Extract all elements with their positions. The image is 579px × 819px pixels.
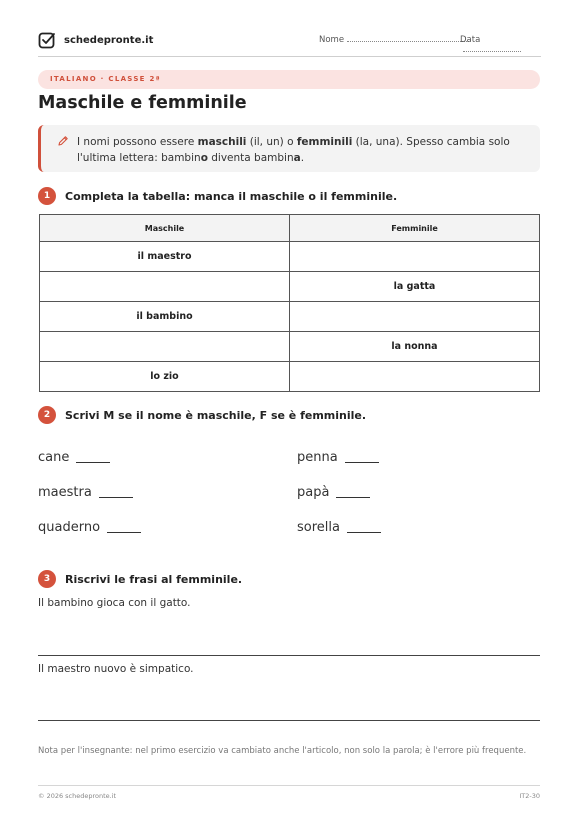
answer-blank[interactable] <box>347 532 381 533</box>
info-part: . <box>300 152 305 164</box>
date-label: Data <box>460 35 481 45</box>
info-bold: femminili <box>296 136 353 148</box>
table-answer-cell[interactable] <box>40 332 290 362</box>
table-answer-cell[interactable] <box>290 362 540 392</box>
table-row <box>40 362 540 392</box>
word-list <box>38 447 541 547</box>
brand-logo[interactable] <box>38 31 153 49</box>
answer-blank[interactable] <box>76 462 110 463</box>
info-text <box>77 134 527 166</box>
word-text: maestra <box>38 485 92 500</box>
word-text: papà <box>297 485 330 500</box>
info-box <box>38 125 540 172</box>
name-line[interactable] <box>347 41 469 42</box>
gender-table <box>39 214 540 392</box>
sentence-prompt: Il bambino gioca con il gatto. <box>38 597 191 609</box>
word-text: quaderno <box>38 520 101 535</box>
table-row <box>40 332 540 362</box>
footer-code: IT2-30 <box>519 792 540 800</box>
word-item <box>38 520 141 535</box>
exercise-2-instruction: Scrivi M se il nome è maschile, F se è femminile. <box>65 408 367 422</box>
info-part: diventa bambin <box>207 152 294 164</box>
pencil-icon <box>57 135 69 147</box>
table-answer-cell[interactable] <box>290 302 540 332</box>
exercise-3-heading <box>38 570 242 588</box>
word-text: sorella <box>297 520 340 535</box>
subject-badge-label: ITALIANO · CLASSE 2ª <box>50 75 161 83</box>
word-item <box>297 450 379 465</box>
answer-blank[interactable] <box>336 497 370 498</box>
answer-blank[interactable] <box>345 462 379 463</box>
footer-copyright: © 2026 schedepronte.it <box>38 792 117 800</box>
footer-divider <box>38 785 540 786</box>
exercise-3-number: 3 <box>38 570 56 588</box>
name-field[interactable] <box>319 35 469 45</box>
name-label: Nome <box>319 35 345 45</box>
answer-blank[interactable] <box>107 532 141 533</box>
table-answer-cell[interactable] <box>290 242 540 272</box>
exercise-1-heading <box>38 187 397 205</box>
word-item <box>297 520 381 535</box>
table-header-femminile: Femminile <box>290 215 540 242</box>
word-item <box>38 485 133 500</box>
writing-line[interactable] <box>38 655 540 656</box>
table-row <box>40 302 540 332</box>
info-bold: maschili <box>197 136 247 148</box>
table-header-maschile: Maschile <box>40 215 290 242</box>
info-bold: a <box>293 152 301 164</box>
table-row <box>40 242 540 272</box>
date-field[interactable] <box>460 35 541 55</box>
exercise-3-instruction: Riscrivi le frasi al femminile. <box>65 572 243 586</box>
teacher-note: Nota per l'insegnante: nel primo esercizio va cambiato anche l'articolo, non solo la parola; è l'errore più frequente. <box>38 746 527 756</box>
word-text: cane <box>38 450 70 465</box>
table-answer-cell[interactable] <box>40 272 290 302</box>
checkbox-logo-icon <box>38 31 56 49</box>
subject-badge <box>38 70 540 89</box>
table-row <box>40 272 540 302</box>
word-item <box>297 485 370 500</box>
answer-blank[interactable] <box>99 497 133 498</box>
table-cell: il maestro <box>40 242 290 272</box>
date-line[interactable] <box>463 51 521 52</box>
word-text: penna <box>297 450 338 465</box>
sentence-prompt: Il maestro nuovo è simpatico. <box>38 663 194 675</box>
exercise-1-number: 1 <box>38 187 56 205</box>
page-header <box>38 29 541 57</box>
table-cell: la nonna <box>290 332 540 362</box>
table-cell: la gatta <box>290 272 540 302</box>
exercise-1-instruction: Completa la tabella: manca il maschile o il femminile. <box>65 189 398 203</box>
word-item <box>38 450 110 465</box>
table-cell: lo zio <box>40 362 290 392</box>
table-cell: il bambino <box>40 302 290 332</box>
info-bold: o <box>200 152 208 164</box>
info-part: (il, un) o <box>246 136 297 148</box>
info-part: (la, una). Spesso cambia solo l'ultima lettera: bambin <box>77 136 510 164</box>
page-title: Maschile e femminile <box>38 93 247 113</box>
exercise-2-number: 2 <box>38 406 56 424</box>
writing-line[interactable] <box>38 720 540 721</box>
exercise-2-heading <box>38 406 366 424</box>
brand-name: schedepronte.it <box>64 34 154 46</box>
info-part: I nomi possono essere <box>77 136 198 148</box>
